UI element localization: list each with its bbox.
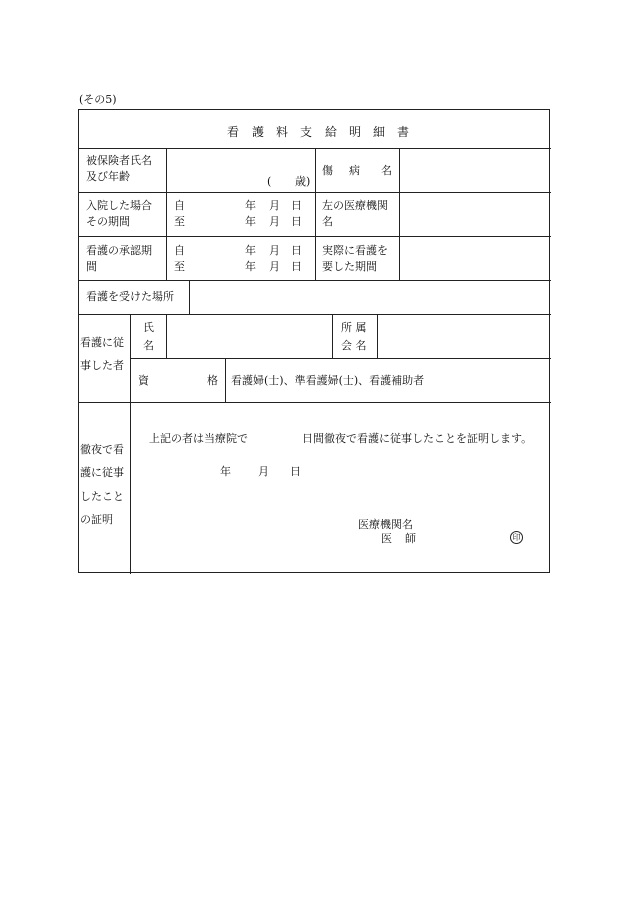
month-label: 月 bbox=[269, 199, 280, 212]
nurse-name-label: 氏 bbox=[143, 321, 154, 334]
column-divider bbox=[166, 148, 167, 280]
form-title-char: 護 bbox=[252, 125, 265, 139]
nursing-fee-statement-form bbox=[78, 109, 550, 573]
certificate-label: 徹夜で看 bbox=[80, 443, 124, 456]
form-title-char: 看 bbox=[227, 125, 240, 139]
day-label: 日 bbox=[290, 465, 301, 478]
form-title-char: 料 bbox=[276, 125, 289, 139]
qualification-label: 資 bbox=[138, 374, 149, 387]
injury-label-char: 病 bbox=[349, 164, 360, 177]
to-label: 至 bbox=[174, 215, 185, 228]
certificate-label: 護に従事 bbox=[80, 466, 124, 479]
form-number-caption: (その5) bbox=[79, 93, 117, 106]
insured-age-label: 及び年齢 bbox=[86, 170, 130, 183]
year-label: 年 bbox=[245, 244, 256, 257]
column-divider bbox=[189, 280, 190, 314]
doctor-label: 師 bbox=[405, 532, 416, 545]
month-label: 月 bbox=[269, 244, 280, 257]
to-label: 至 bbox=[174, 260, 185, 273]
column-divider bbox=[225, 358, 226, 402]
form-title-char: 支 bbox=[300, 125, 313, 139]
month-label: 月 bbox=[269, 215, 280, 228]
month-label: 月 bbox=[258, 465, 269, 478]
approval-period-label: 間 bbox=[86, 260, 97, 273]
doctor-label: 医 bbox=[381, 532, 392, 545]
column-divider bbox=[130, 314, 131, 574]
from-label: 自 bbox=[174, 199, 185, 212]
certificate-statement: 上記の者は当療院で bbox=[149, 432, 248, 445]
day-label: 日 bbox=[291, 215, 302, 228]
column-divider bbox=[166, 314, 167, 358]
certificate-label: の証明 bbox=[80, 513, 113, 526]
from-label: 自 bbox=[174, 244, 185, 257]
actual-period-label: 実際に看護を bbox=[322, 244, 388, 257]
nurse-section-label: 看護に従 bbox=[80, 336, 124, 349]
form-title-char: 明 bbox=[349, 125, 362, 139]
column-divider bbox=[315, 148, 316, 280]
institution-label: 左の医療機関 bbox=[322, 199, 388, 212]
institution-name-label: 医療機関名 bbox=[358, 518, 413, 531]
insured-name-label: 被保険者氏名 bbox=[86, 154, 152, 167]
month-label: 月 bbox=[269, 260, 280, 273]
row-divider bbox=[130, 358, 551, 359]
column-divider bbox=[377, 314, 378, 358]
year-label: 年 bbox=[245, 199, 256, 212]
row-divider bbox=[79, 314, 551, 315]
nurse-name-label: 名 bbox=[143, 339, 154, 352]
affiliation-label: 会 名 bbox=[341, 339, 367, 352]
row-divider bbox=[79, 280, 551, 281]
qualification-options: 看護婦(士)、準看護婦(士)、看護補助者 bbox=[231, 374, 425, 387]
institution-label: 名 bbox=[322, 215, 333, 228]
injury-label-char: 傷 bbox=[322, 164, 333, 177]
qualification-label: 格 bbox=[207, 374, 218, 387]
day-label: 日 bbox=[291, 260, 302, 273]
form-title-char: 細 bbox=[373, 125, 386, 139]
injury-label-char: 名 bbox=[381, 164, 392, 177]
column-divider bbox=[399, 148, 400, 280]
row-divider bbox=[79, 402, 551, 403]
hospitalization-label: その期間 bbox=[86, 215, 130, 228]
age-paren-open: ( bbox=[267, 175, 272, 188]
certificate-label: したこと bbox=[80, 490, 124, 503]
certificate-statement: 日間徹夜で看護に従事したことを証明します。 bbox=[302, 432, 533, 445]
day-label: 日 bbox=[291, 244, 302, 257]
year-label: 年 bbox=[245, 215, 256, 228]
approval-period-label: 看護の承認期 bbox=[86, 244, 152, 257]
affiliation-label: 所 属 bbox=[341, 321, 367, 334]
column-divider bbox=[332, 314, 333, 358]
actual-period-label: 要した期間 bbox=[322, 260, 377, 273]
day-label: 日 bbox=[291, 199, 302, 212]
hospitalization-label: 入院した場合 bbox=[86, 199, 152, 212]
seal-icon: 印 bbox=[510, 531, 523, 544]
nurse-section-label: 事した者 bbox=[80, 359, 124, 372]
year-label: 年 bbox=[245, 260, 256, 273]
care-place-label: 看護を受けた場所 bbox=[86, 290, 174, 303]
form-title-char: 書 bbox=[397, 125, 410, 139]
form-title-char: 給 bbox=[325, 125, 338, 139]
year-label: 年 bbox=[220, 465, 231, 478]
age-unit: 歳) bbox=[295, 175, 311, 188]
